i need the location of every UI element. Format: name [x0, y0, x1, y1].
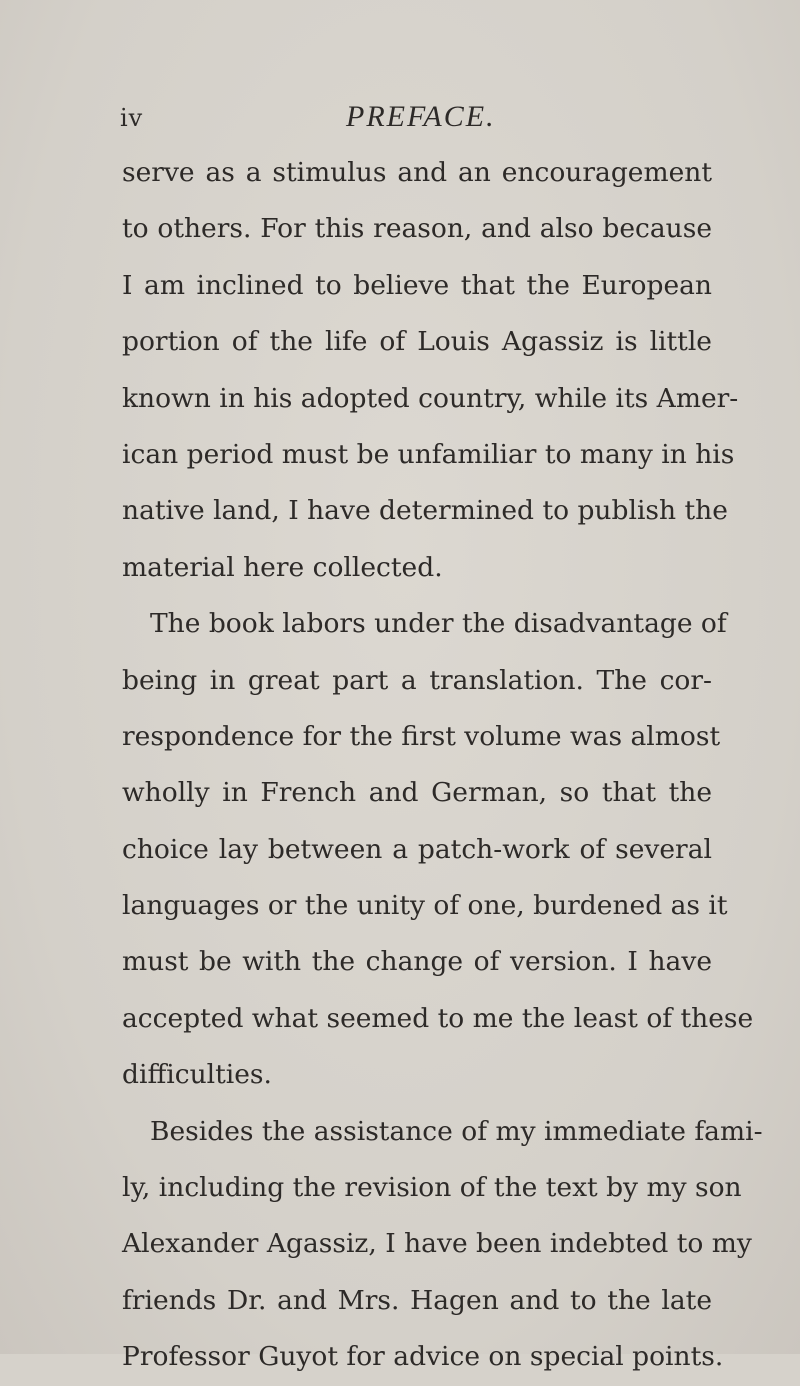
text-line: being in great part a translation. The cor- — [122, 664, 712, 696]
text-line: portion of the life of Louis Agassiz is little — [122, 326, 712, 358]
body-text — [122, 145, 763, 1386]
text-line: Alexander Agassiz, I have been indebted to my — [122, 1228, 752, 1260]
text-line: Besides the assistance of my immediate fami- — [150, 1115, 763, 1147]
text-line: I am inclined to believe that the European — [122, 269, 712, 301]
text-line: friends Dr. and Mrs. Hagen and to the late — [122, 1284, 712, 1316]
text-line: The book labors under the disadvantage of — [150, 608, 727, 640]
running-title: PREFACE. — [346, 100, 496, 133]
text-line: must be with the change of version. I have — [122, 946, 712, 978]
text-line: serve as a stimulus and an encouragement — [122, 157, 712, 188]
text-line: wholly in French and German, so that the — [122, 777, 712, 809]
text-line: languages or the unity of one, burdened as it — [122, 890, 728, 922]
text-line: Professor Guyot for advice on special points. — [122, 1341, 724, 1373]
text-line: respondence for the first volume was almost — [122, 720, 721, 752]
text-line: accepted what seemed to me the least of these — [122, 1002, 754, 1034]
text-line: material here collected. — [122, 551, 443, 583]
text-line: known in his adopted country, while its Amer- — [122, 382, 739, 414]
running-head — [120, 100, 720, 144]
text-line: difficulties. — [122, 1059, 272, 1091]
text-line: ly, including the revision of the text by my son — [122, 1172, 742, 1204]
text-line: native land, I have determined to publish the — [122, 495, 728, 527]
text-line: ican period must be unfamiliar to many in his — [122, 438, 735, 470]
text-line: to others. For this reason, and also because — [122, 213, 712, 245]
page-number: iv — [120, 104, 144, 132]
text-line: choice lay between a patch-work of several — [122, 833, 712, 865]
